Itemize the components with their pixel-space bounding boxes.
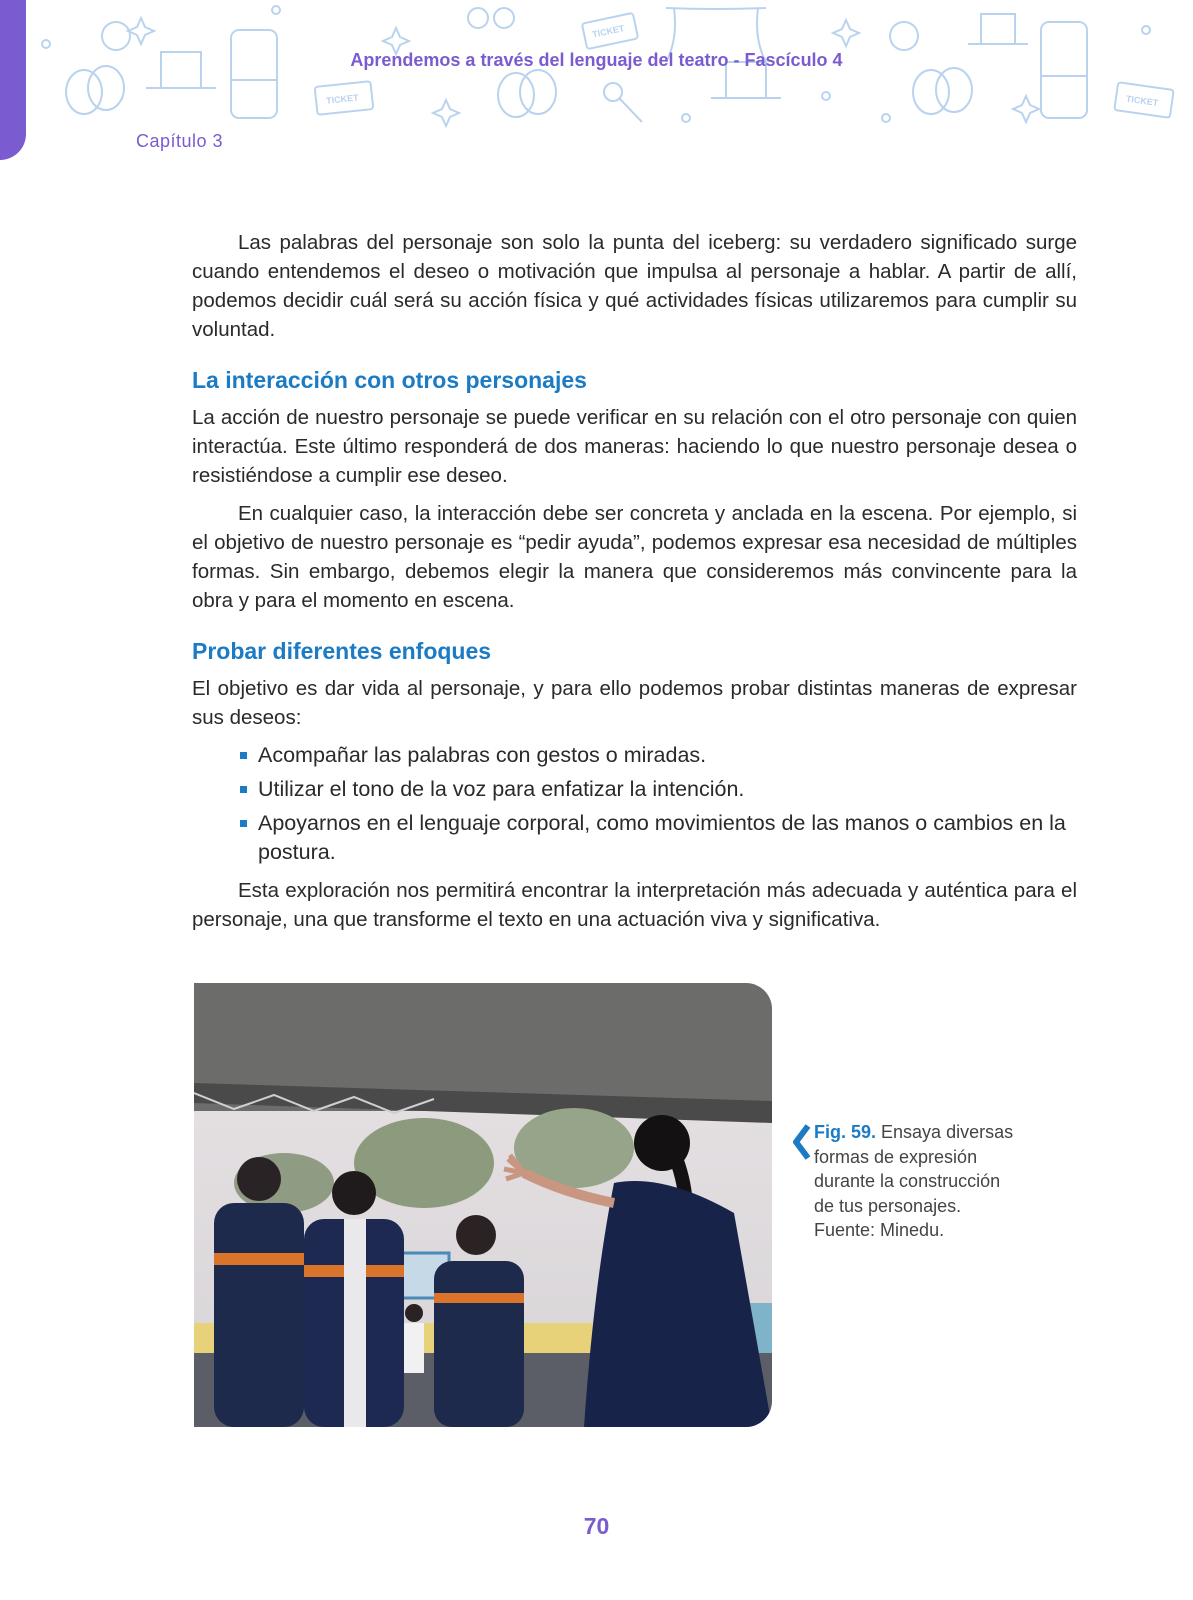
- list-item: [240, 741, 1077, 770]
- chevron-left-icon: [790, 1122, 812, 1162]
- paragraph: La acción de nuestro personaje se puede verificar en su relación con el otro personaje con quien interactúa. Este último responderá de dos maneras: haciendo lo que nuestro personaje desea o resistiéndose a cumplir ese deseo.: [192, 406, 1077, 487]
- microphone-icon: [604, 83, 642, 122]
- chapter-side-tab: [0, 0, 26, 160]
- figure-caption: [814, 1120, 1014, 1243]
- paragraph: Esta exploración nos permitirá encontrar la interpretación más adecuada y auténtica para el personaje, una que transforme el texto en una actuación viva y significativa.: [192, 879, 1077, 931]
- ticket-label: TICKET: [591, 23, 626, 40]
- figure-caption-text: Ensaya diversas formas de expresión durante la construcción de tus personajes. Fuente: Minedu.: [814, 1122, 1014, 1240]
- chapter-label: Capítulo 3: [136, 131, 224, 151]
- paragraph: En cualquier caso, la interacción debe ser concreta y anclada en la escena. Por ejemplo, si el objetivo de nuestro personaje es “pedir ayuda”, podemos expresar esa necesidad de múltiples formas. Sin embargo, debemos elegir la manera que consideremos más convincente para la obra y para el momento en escena.: [192, 502, 1077, 612]
- page-number: 70: [583, 1513, 610, 1539]
- list-item-text: Apoyarnos en el lenguaje corporal, como movimientos de las manos o cambios en la postura.: [258, 811, 1066, 864]
- square-bullet-icon: [240, 786, 247, 793]
- booklet-title: Aprendemos a través del lenguaje del teatro - Fascículo 4: [350, 50, 843, 70]
- paragraph: El objetivo es dar vida al personaje, y para ello podemos probar distintas maneras de expresar sus deseos:: [192, 677, 1077, 729]
- main-text: [192, 228, 1077, 943]
- figure-label: Fig. 59.: [814, 1122, 877, 1142]
- list-item-text: Acompañar las palabras con gestos o miradas.: [258, 743, 707, 767]
- paragraph: Las palabras del personaje son solo la punta del iceberg: su verdadero significado surge cuando entendemos el deseo o motivación que impulsa al personaje a hablar. A partir de allí, podemos decidir cuál será su acción física y qué actividades físicas utilizaremos para cumplir su voluntad.: [192, 231, 1077, 341]
- section-heading: La interacción con otros personajes: [192, 367, 587, 393]
- list-item: [240, 809, 1077, 867]
- binoculars-icon: [468, 8, 514, 28]
- square-bullet-icon: [240, 752, 247, 759]
- list-item: [240, 775, 1077, 804]
- bullet-list: [192, 741, 1077, 867]
- section-heading: Probar diferentes enfoques: [192, 638, 492, 664]
- ticket-label: TICKET: [1125, 93, 1159, 108]
- list-item-text: Utilizar el tono de la voz para enfatizar la intención.: [258, 777, 745, 801]
- ticket-label: TICKET: [325, 92, 360, 106]
- rehearsal-photo: [194, 983, 772, 1427]
- square-bullet-icon: [240, 820, 247, 827]
